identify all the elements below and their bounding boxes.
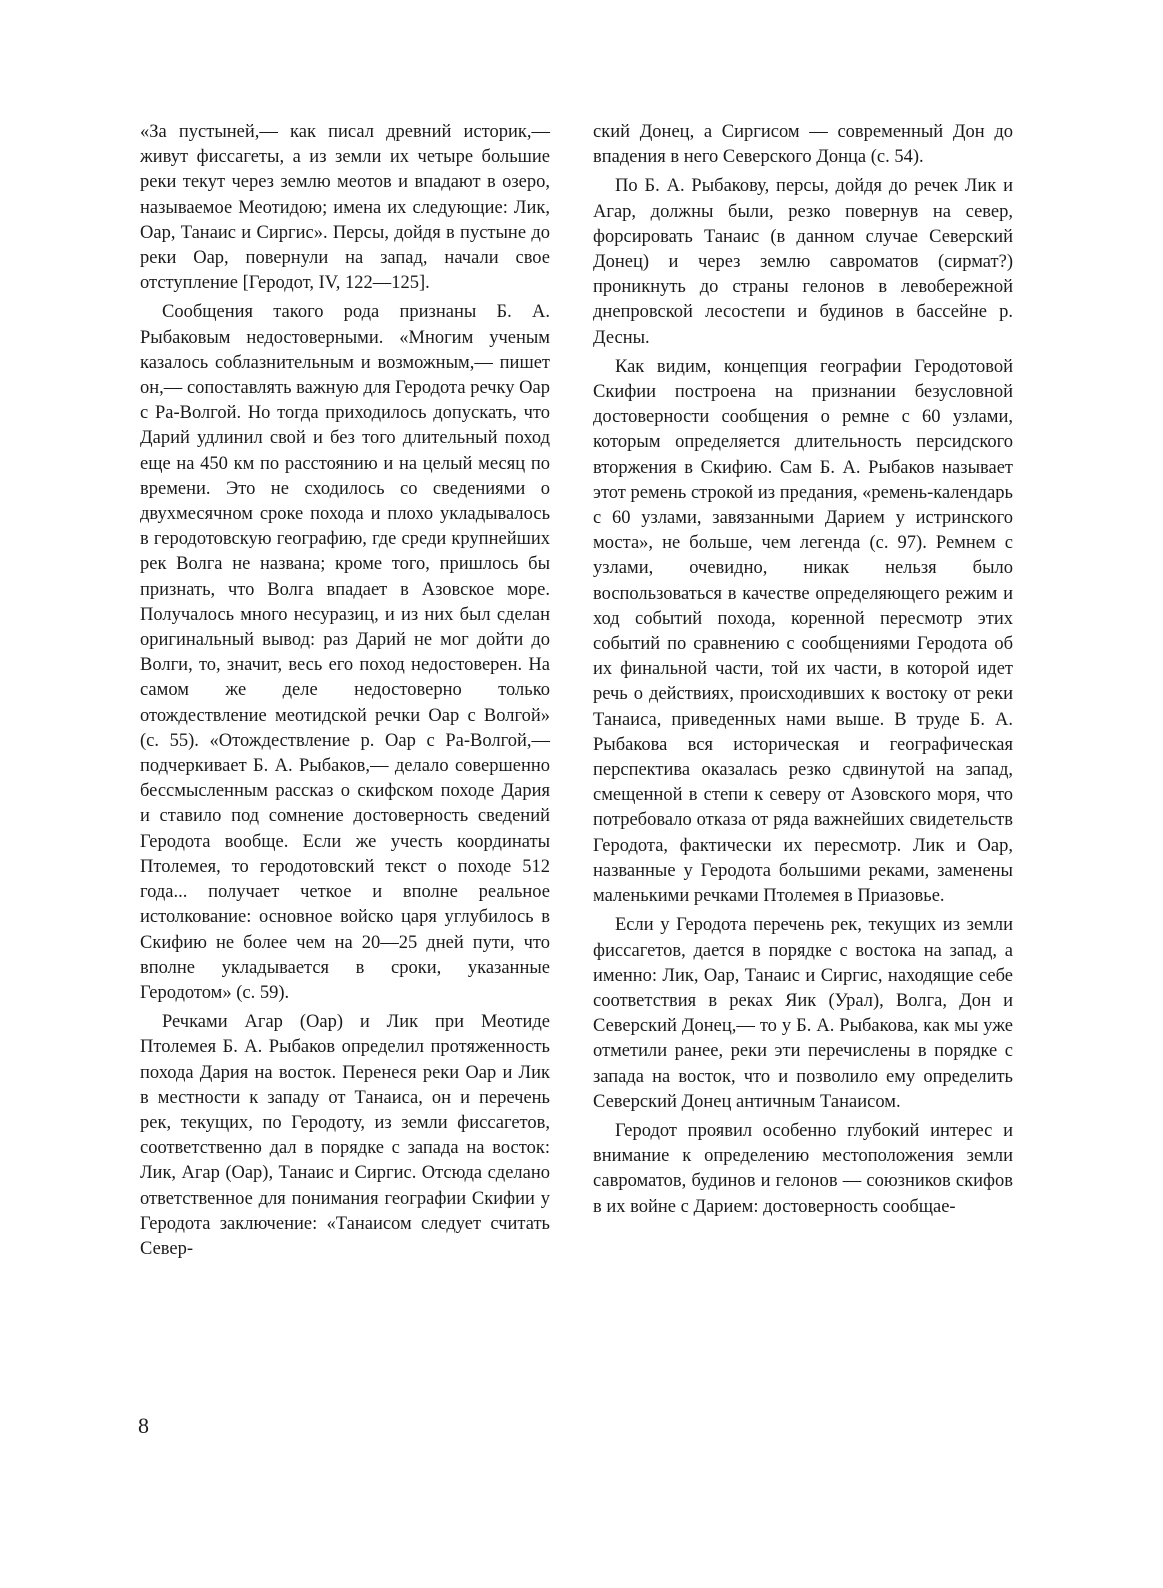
paragraph: Речками Агар (Оар) и Лик при Меотиде Птолемея Б. А. Рыбаков определил протяженность похода Дария на восток. Перенеся реки Оар и Лик в местности к западу от Танаиса, он и перечень рек, текущих, по Геродоту, из земли фиссагетов, соответственно дал в порядке с запада на восток: Лик, Агар (Оар), Танаис и Сиргис. Отсюда сделано ответственное для понимания географии Скифии у Геродота заключение: «Танаисом следует считать Север- xyxy=(140,1012,550,1259)
paragraph: ский Донец, а Сиргисом — современный Дон до впадения в него Северского Донца (с. 54). xyxy=(593,122,1013,168)
paragraph: Если у Геродота перечень рек, текущих из земли фиссагетов, дается в порядке с востока на запад, а именно: Лик, Оар, Танаис и Сиргис, находящие себе соответствия в реках Яик (Урал), Волга, Дон и Северский Донец,— то у Б. А. Рыбакова, как мы уже отметили ранее, реки эти перечислены в порядке с запада на восток, что и позволило ему определить Северский Донец античным Танаисом. xyxy=(593,915,1013,1112)
paragraph: Сообщения такого рода признаны Б. А. Рыбаковым недостоверными. «Многим ученым казалось соблазнительным и возможным,— пишет он,— сопоставлять важную для Геродота речку Оар с Ра-Волгой. Но тогда приходилось допускать, что Дарий удлинил свой и без того длительный поход еще на 450 км по расстоянию и на целый месяц по времени. Это не сходилось со сведениями о двухмесячном сроке похода и плохо укладывалось в геродотовскую географию, где среди крупнейших рек Волга не названа; кроме того, пришлось бы признать, что Волга впадает в Азовское море. Получалось много несуразиц, и из них был сделан оригинальный вывод: раз Дарий не мог дойти до Волги, то, значит, весь его поход недостоверен. На самом же деле недостоверно только отождествление меотидской речки Оар с Волгой» (с. 55). «Отождествление р. Оар с Ра-Волгой,— подчеркивает Б. А. Рыбаков,— делало совершенно бессмысленным рассказ о скифском походе Дария и ставило под сомнение достоверность сведений Геродота вообще. Если же учесть координаты Птолемея, то геродотовский текст о походе 512 года... получает четкое и вполне реальное истолкование: основное войско царя углубилось в Скифию не более чем на 20—25 дней пути, что вполне укладывается в сроки, указанные Геродотом» (с. 59). xyxy=(140,302,550,1003)
right-column xyxy=(593,120,1013,1224)
paragraph: Геродот проявил особенно глубокий интерес и внимание к определению местоположения земли савроматов, будинов и гелонов — союзников скифов в их войне с Дарием: достоверность сообщае- xyxy=(593,1120,1013,1217)
left-column xyxy=(140,120,550,1266)
paragraph: «За пустыней,— как писал древний историк,— живут фиссагеты, а из земли их четыре большие реки текут через землю меотов и впадают в озеро, называемое Меотидою; имена их следующие: Лик, Оар, Танаис и Сиргис». Персы, дойдя в пустыне до реки Оар, повернули на запад, начали свое отступление [Геродот, IV, 122—125]. xyxy=(140,122,550,294)
paragraph: Как видим, концепция географии Геродотовой Скифии построена на признании безусловной достоверности сообщения о ремне с 60 узлами, которым определяется длительность персидского вторжения в Скифию. Сам Б. А. Рыбаков называет этот ремень строкой из предания, «ремень-календарь с 60 узлами, завязанными Дарием у истринского моста», не больше, чем легенда (с. 97). Ремнем с узлами, очевидно, никак нельзя было воспользоваться в качестве определяющего режим и ход событий похода, коренной пересмотр этих событий по сравнению с сообщениями Геродота об их финальной части, той их части, в которой идет речь о действиях, происходивших к востоку от реки Танаиса, приведенных нами выше. В труде Б. А. Рыбакова вся историческая и географическая перспектива оказалась резко сдвинутой на запад, смещенной в степи к северу от Азовского моря, что потребовало отказа от ряда важнейших свидетельств Геродота, фактически их пересмотр. Лик и Оар, названные у Геродота большими реками, заменены маленькими речками Птолемея в Приазовье. xyxy=(593,356,1013,907)
paragraph: По Б. А. Рыбакову, персы, дойдя до речек Лик и Агар, должны были, резко повернув на север, форсировать Танаис (в данном случае Северский Донец) и через землю савроматов (сирмат?) проникнуть до страны гелонов в левобережной днепровской лесостепи и будинов в бассейне р. Десны. xyxy=(593,176,1013,348)
page-number: 8 xyxy=(138,1413,149,1438)
